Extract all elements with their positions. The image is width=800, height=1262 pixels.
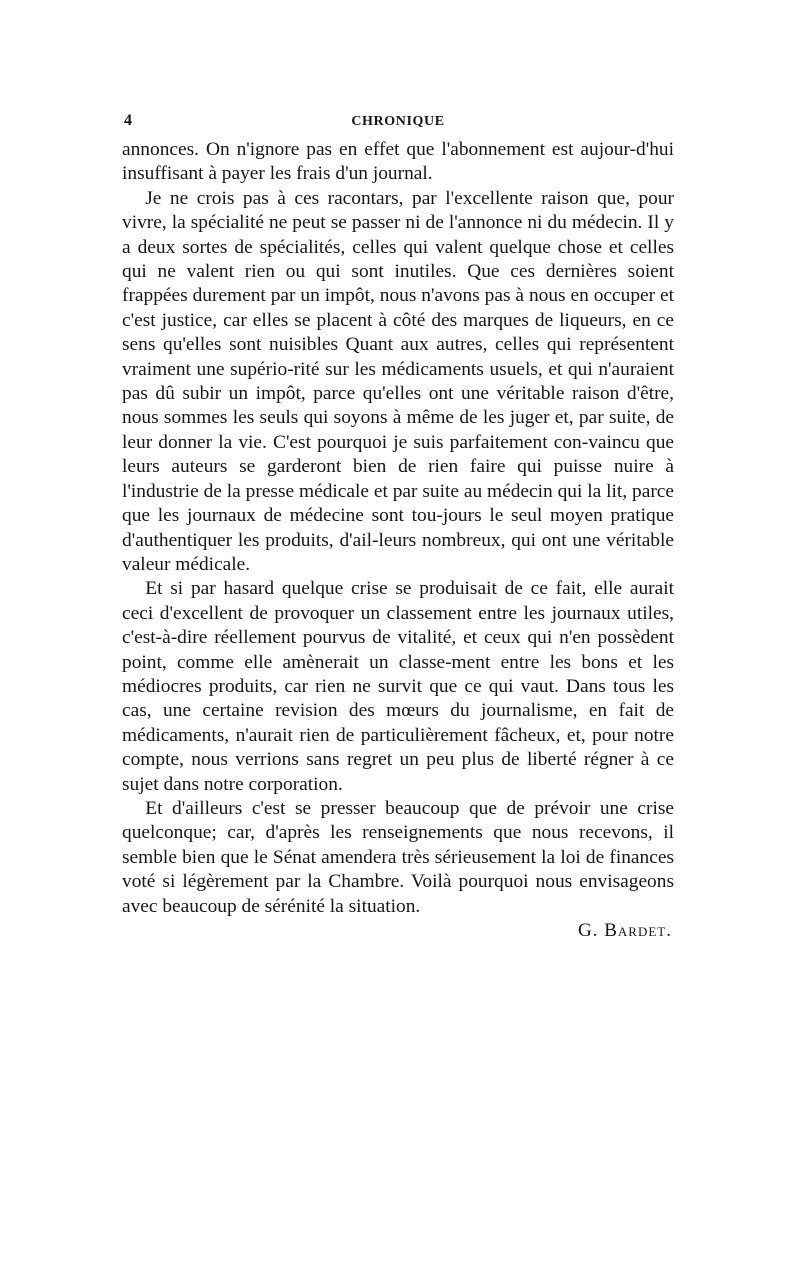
paragraph-4: Et d'ailleurs c'est se presser beaucoup que de prévoir une crise quelconque; car, d'après les renseignements que nous recevons, il semble bien que le Sénat amendera très sérieusement la loi de finances voté si légèrement par la Chambre. Voilà pourquoi nous envisageons avec beaucoup de sérénité la situation. [122, 797, 674, 917]
author-signature [122, 919, 674, 943]
document-page [122, 112, 674, 943]
running-title: CHRONIQUE [351, 114, 445, 129]
signature-initial: G. [578, 920, 599, 941]
paragraph-1: annonces. On n'ignore pas en effet que l'abonnement est aujour-d'hui insuffisant à payer les frais d'un journal. [122, 139, 674, 185]
article-body [122, 138, 674, 919]
paragraph-3: Et si par hasard quelque crise se produisait de ce fait, elle aurait ceci d'excellent de provoquer un classement entre les journaux utiles, c'est-à-dire réellement pourvus de vitalité, et ceux qui n'en possèdent point, comme elle amènerait un classe-ment entre les bons et les médiocres produits, car rien ne survit que ce qui vaut. Dans tous les cas, une certaine revision des mœurs du journalisme, en fait de médicaments, n'aurait rien de particulièrement fâcheux, et, pour notre compte, nous verrions sans regret un peu plus de liberté régner à ce sujet dans notre corporation. [122, 578, 674, 795]
page-number: 4 [124, 112, 133, 129]
running-head [122, 112, 674, 138]
paragraph-2: Je ne crois pas à ces racontars, par l'excellente raison que, pour vivre, la spécialité ne peut se passer ni de l'annonce ni du médecin. Il y a deux sortes de spécialités, celles qui valent quelque chose et celles qui ne valent rien ou qui sont inutiles. Que ces dernières soient frappées durement par un impôt, nous n'avons pas à nous en occuper et c'est justice, car elles se placent à côté des marques de liqueurs, en ce sens qu'elles sont nuisibles Quant aux autres, celles qui représentent vraiment une supério-rité sur les médicaments usuels, et qui n'auraient pas dû subir un impôt, parce qu'elles ont une véritable raison d'être, nous sommes les seuls qui soyons à même de les juger et, par suite, de leur donner la vie. C'est pourquoi je suis parfaitement con-vaincu que leurs auteurs se garderont bien de rien faire qui puisse nuire à l'industrie de la presse médicale et par suite au médecin qui la lit, parce que les journaux de médecine sont tou-jours le seul moyen pratique d'authentiquer les produits, d'ail-leurs nombreux, qui ont une véritable valeur médicale. [122, 187, 674, 575]
signature-surname: Bardet. [604, 920, 672, 941]
